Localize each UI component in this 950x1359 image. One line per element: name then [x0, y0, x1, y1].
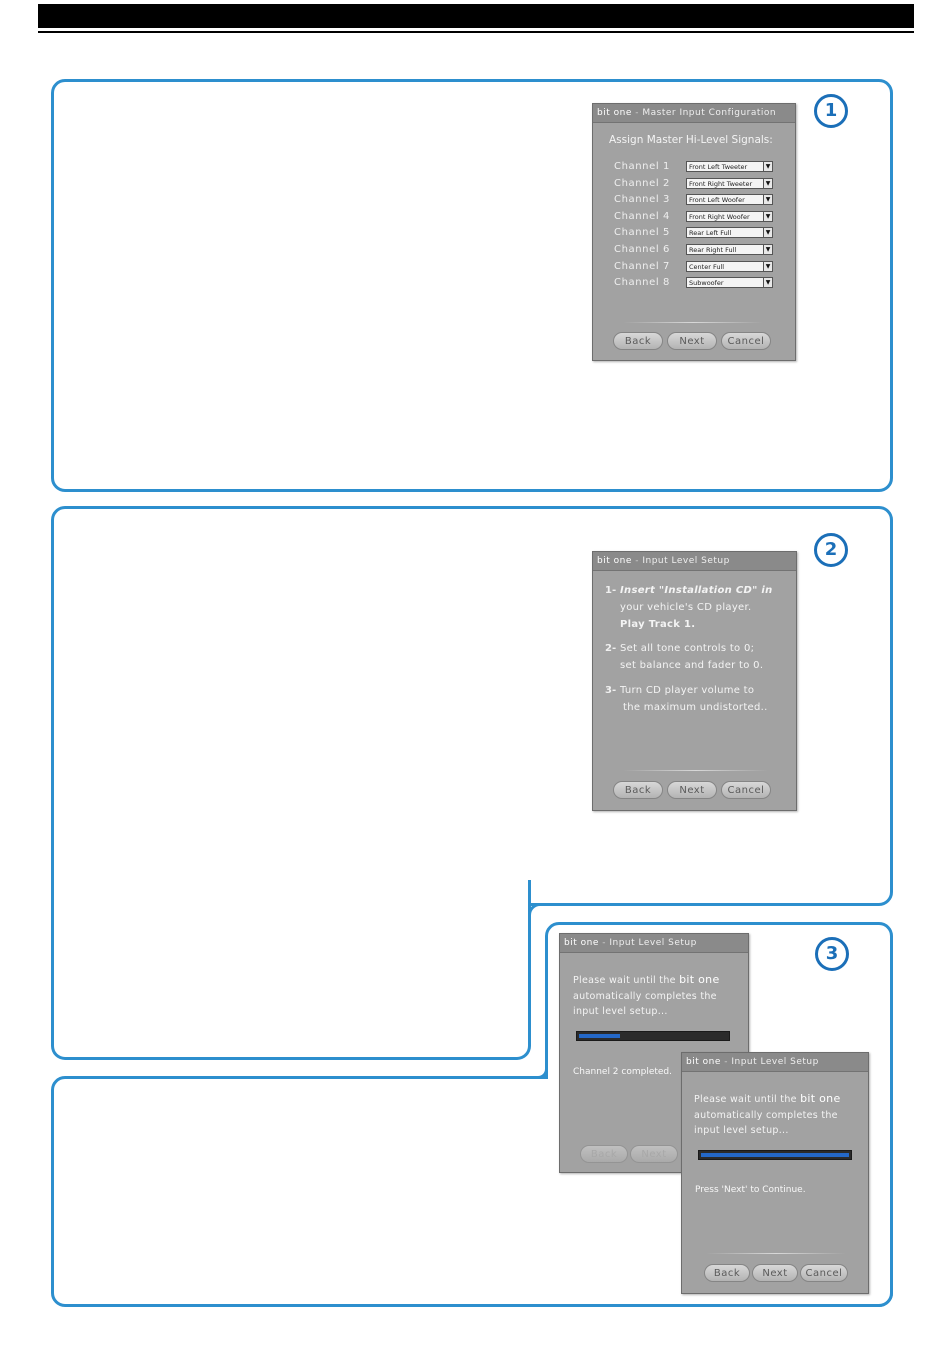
window-title: bit one - Input Level Setup: [682, 1053, 868, 1072]
step-3-badge: 3: [815, 937, 849, 971]
progress-bar-fill: [701, 1153, 849, 1157]
input-level-window-complete: [681, 1052, 869, 1294]
progress-bar-fill: [579, 1034, 620, 1038]
assign-heading: Assign Master Hi-Level Signals:: [609, 134, 773, 146]
channel-label: Channel 6: [614, 244, 670, 255]
master-input-window: [592, 103, 796, 361]
instruction-1-line: your vehicle's CD player.: [620, 602, 752, 613]
instruction-2-line: set balance and fader to 0.: [620, 660, 764, 671]
next-button[interactable]: Next: [752, 1264, 798, 1282]
chevron-down-icon[interactable]: ▼: [763, 277, 773, 288]
chevron-down-icon[interactable]: ▼: [763, 194, 773, 205]
channel-select[interactable]: Center Full: [686, 261, 772, 272]
back-button[interactable]: Back: [704, 1264, 750, 1282]
channel-row: [614, 178, 784, 192]
progress-bar: [576, 1031, 730, 1041]
instruction-3-line: Turn CD player volume to: [620, 685, 755, 696]
input-level-window-2: [592, 551, 797, 811]
step-1-badge: 1: [814, 94, 848, 128]
window-title: bit one - Input Level Setup: [593, 552, 796, 571]
instruction-3-line: the maximum undistorted..: [623, 702, 768, 713]
status-text: Channel 2 completed.: [573, 1067, 673, 1077]
next-button[interactable]: Next: [630, 1145, 678, 1163]
header-bar: [38, 4, 914, 28]
frame-connector: [528, 903, 568, 923]
instruction-1-line: Play Track 1.: [620, 619, 696, 630]
progress-bar: [698, 1150, 852, 1160]
divider: [623, 322, 763, 323]
instruction-3-number: 3-: [605, 685, 617, 696]
divider: [623, 770, 768, 771]
back-button[interactable]: Back: [580, 1145, 628, 1163]
channel-row: [614, 227, 784, 241]
wait-message: Please wait until the bit one automatically completes the input level setup...: [573, 973, 720, 1017]
chevron-down-icon[interactable]: ▼: [763, 178, 773, 189]
channel-label: Channel 4: [614, 210, 670, 222]
instruction-1-number: 1-: [605, 585, 617, 596]
channel-row: [614, 161, 784, 175]
channel-label: Channel 3: [614, 194, 670, 206]
channel-select[interactable]: Subwoofer: [686, 277, 772, 288]
cancel-button[interactable]: Cancel: [800, 1264, 848, 1282]
window-title: bit one - Master Input Configuration: [593, 104, 795, 123]
channel-row: [614, 277, 784, 291]
next-button[interactable]: Next: [667, 332, 717, 350]
channel-select[interactable]: Rear Left Full: [686, 227, 772, 238]
channel-select[interactable]: Rear Right Full: [686, 244, 772, 255]
chevron-down-icon[interactable]: ▼: [763, 227, 773, 238]
channel-row: [614, 244, 784, 258]
chevron-down-icon[interactable]: ▼: [763, 244, 773, 255]
instruction-1-line: Insert "Installation CD" in: [620, 585, 773, 596]
header-rule: [38, 31, 914, 33]
channel-label: Channel 2: [614, 177, 670, 189]
chevron-down-icon[interactable]: ▼: [763, 161, 773, 172]
instruction-2-line: Set all tone controls to 0;: [620, 643, 755, 654]
channel-label: Channel 1: [614, 161, 670, 172]
frame-mask: [54, 870, 528, 910]
status-text: Press 'Next' to Continue.: [695, 1185, 806, 1195]
channel-row: [614, 211, 784, 225]
channel-label: Channel 8: [614, 277, 670, 289]
divider: [706, 1253, 846, 1254]
cancel-button[interactable]: Cancel: [721, 781, 771, 799]
channel-row: [614, 194, 784, 208]
next-button[interactable]: Next: [667, 781, 717, 799]
channel-label: Channel 7: [614, 260, 670, 272]
instruction-2-number: 2-: [605, 643, 617, 654]
chevron-down-icon[interactable]: ▼: [763, 261, 773, 272]
window-title: bit one - Input Level Setup: [560, 934, 748, 953]
wait-message: Please wait until the bit one automatically completes the input level setup...: [694, 1092, 841, 1136]
step-2-badge: 2: [814, 533, 848, 567]
channel-label: Channel 5: [614, 227, 670, 239]
channel-select[interactable]: Front Right Woofer: [686, 211, 772, 222]
cancel-button[interactable]: Cancel: [721, 332, 771, 350]
back-button[interactable]: Back: [613, 781, 663, 799]
chevron-down-icon[interactable]: ▼: [763, 211, 773, 222]
channel-select[interactable]: Front Left Woofer: [686, 194, 772, 205]
back-button[interactable]: Back: [613, 332, 663, 350]
channel-select[interactable]: Front Right Tweeter: [686, 178, 772, 189]
channel-row: [614, 261, 784, 275]
channel-select[interactable]: Front Left Tweeter: [686, 161, 772, 172]
